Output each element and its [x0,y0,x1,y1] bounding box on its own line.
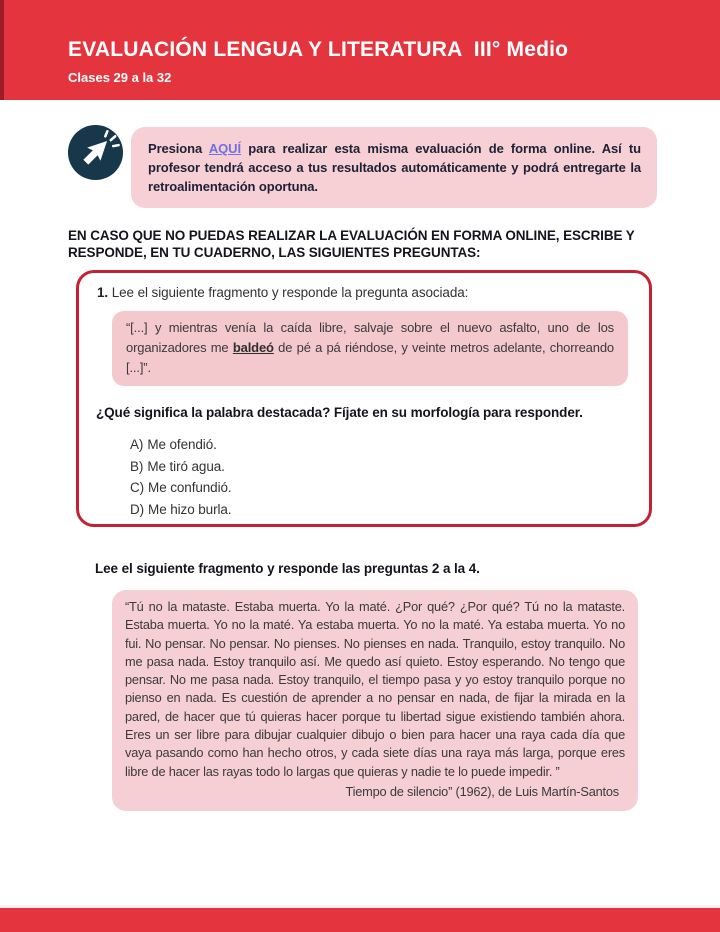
page-title: EVALUACIÓN LENGUA Y LITERATURA III° Medio [68,38,569,61]
online-notice-text-pre: Presiona [148,141,209,156]
online-notice-text-post: para realizar esta misma evaluación de forma online. Así tu profesor tendrá acceso a tus resultados automáticamente y podrá entregarte la retroalimentación oportuna. [148,141,641,194]
reading2-fragment-box [112,590,638,811]
question1-prompt [97,285,631,300]
fragment1-highlighted-word: baldeó [232,340,274,355]
reading2-fragment-text: “Tú no la mataste. Estaba muerta. Yo la maté. ¿Por qué? ¿Por qué? Tú no la mataste. Estaba muerta. Yo no la maté. Ya estaba muerta. Yo no la maté. Ya estaba muerta. Yo no fui. No pensar. No pensar. No pienses. No pienses en nada. Tranquilo, estoy tranquilo. No me pasa nada. Estoy tranquilo así. Me quedo así quieto. Estoy esperando. No tengo que pensar. No me pasa nada. Estoy tranquilo, el tiempo pasa y yo estoy tranquilo porque no pienso en nada. Es cuestión de aprender a no pensar en nada, de fijar la mirada en la pared, de hacer que tú quieras hacer porque tu libertad sigue existiendo también ahora. Eres un ser libre para dibujar cualquier dibujo o bien para hacer una raya cada día que vaya pasando como han hecho otros, y cada siete días una raya más larga, porque eres libre de hacer las rayas todo lo largas que quieras y nadie te lo puede impedir. ” [125,599,625,779]
reading2-attribution: Tiempo de silencio” (1962), de Luis Martín-Santos [345,783,619,799]
question1-prompt-text: Lee el siguiente fragmento y responde la pregunta asociada: [108,285,469,300]
option-d-text: Me hizo burla. [148,501,232,517]
option-a-label: A) [130,437,144,452]
online-notice-box [131,127,657,208]
option-a [130,434,649,456]
reading2-intro: Lee el siguiente fragmento y responde las preguntas 2 a la 4. [95,561,480,576]
question1-options [130,434,649,520]
option-c [130,477,649,499]
option-d-label: D) [130,501,145,517]
option-a-text: Me ofendió. [147,437,217,452]
question1-box [76,270,652,527]
page-subtitle: Clases 29 a la 32 [68,70,172,85]
question1-number: 1. [97,285,109,300]
option-b-label: B) [130,458,144,474]
footer-band [0,908,720,932]
option-c-text: Me confundió. [148,480,232,495]
offline-instruction-heading: EN CASO QUE NO PUEDAS REALIZAR LA EVALUACIÓN EN FORMA ONLINE, ESCRIBE Y RESPONDE, EN TU CUADERNO, LAS SIGUIENTES PREGUNTAS: [68,228,635,260]
option-b-text: Me tiró agua. [147,458,225,474]
fragment1-text-pre: “[...] y mientras venía la caída libre, salvaje sobre el nuevo asfalto, uno de los organizadores me [126,320,614,355]
header-band [0,0,720,100]
question1-question-text: ¿Qué significa la palabra destacada? Fíjate en su morfología para responder. [96,405,583,420]
option-d [130,499,649,521]
option-b [130,456,649,478]
option-c-label: C) [130,480,145,495]
fragment1-text-post: de pé a pá riéndose, y veinte metros adelante, chorreando [...]”. [126,340,615,375]
click-cursor-icon [66,123,125,182]
question1-fragment-box [112,311,628,386]
header-left-strip [0,0,4,100]
online-evaluation-link[interactable]: AQUÍ [208,141,241,156]
